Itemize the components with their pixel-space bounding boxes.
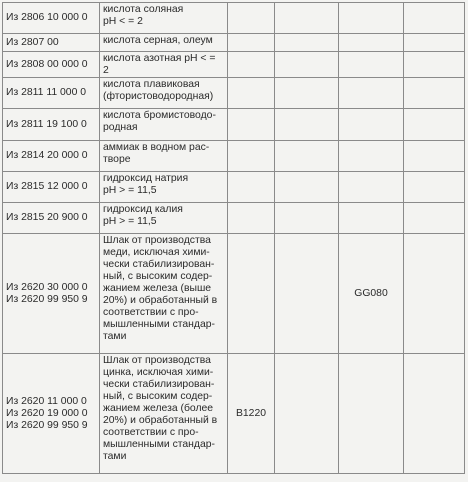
column-3-cell <box>228 234 275 354</box>
column-5-cell <box>339 354 404 474</box>
description-cell: Шлак от производства цинка, исключая хими- чески стабилизирован- ный, с высоким содер- жанием железа (более 20%) и обработанный в соответствии с про- мышленными стандар- тами <box>100 354 228 474</box>
description-cell: кислота серная, олеум <box>100 34 228 52</box>
column-5-cell <box>339 172 404 203</box>
table-row <box>3 203 465 234</box>
column-6-cell <box>404 34 465 52</box>
column-3-cell <box>228 109 275 141</box>
waste-classification-table <box>2 2 465 474</box>
description-cell: гидроксид натрия pH > = 11,5 <box>100 172 228 203</box>
description-cell: кислота соляная pH < = 2 <box>100 3 228 34</box>
table-row <box>3 354 465 474</box>
table-row <box>3 141 465 172</box>
description-cell: кислота азотная pH < = 2 <box>100 52 228 78</box>
column-5-cell <box>339 34 404 52</box>
description-cell: кислота бромистоводо- родная <box>100 109 228 141</box>
column-5-cell: GG080 <box>339 234 404 354</box>
column-6-cell <box>404 52 465 78</box>
column-4-cell <box>275 203 339 234</box>
hs-code-cell: Из 2811 11 000 0 <box>3 78 100 109</box>
description-cell: кислота плавиковая (фтористоводородная) <box>100 78 228 109</box>
column-3-cell <box>228 172 275 203</box>
description-cell: Шлак от производства меди, исключая хими- чески стабилизирован- ный, с высоким содер- жанием железа (выше 20%) и обработанный в соответствии с про- мышленными стандар- тами <box>100 234 228 354</box>
hs-code-cell: Из 2814 20 000 0 <box>3 141 100 172</box>
hs-code-cell: Из 2815 12 000 0 <box>3 172 100 203</box>
description-cell: гидроксид калия pH > = 11,5 <box>100 203 228 234</box>
table-row <box>3 172 465 203</box>
column-6-cell <box>404 109 465 141</box>
hs-code-cell: Из 2620 11 000 0 Из 2620 19 000 0 Из 2620 99 950 9 <box>3 354 100 474</box>
column-4-cell <box>275 3 339 34</box>
column-6-cell <box>404 3 465 34</box>
column-4-cell <box>275 52 339 78</box>
column-6-cell <box>404 172 465 203</box>
hs-code-cell: Из 2815 20 900 0 <box>3 203 100 234</box>
column-4-cell <box>275 354 339 474</box>
column-4-cell <box>275 141 339 172</box>
column-6-cell <box>404 234 465 354</box>
description-cell: аммиак в водном рас- творе <box>100 141 228 172</box>
table-row <box>3 34 465 52</box>
column-5-cell <box>339 52 404 78</box>
column-6-cell <box>404 203 465 234</box>
column-5-cell <box>339 3 404 34</box>
column-3-cell <box>228 203 275 234</box>
column-3-cell <box>228 78 275 109</box>
column-4-cell <box>275 172 339 203</box>
column-5-cell <box>339 141 404 172</box>
hs-code-cell: Из 2811 19 100 0 <box>3 109 100 141</box>
column-6-cell <box>404 354 465 474</box>
column-4-cell <box>275 109 339 141</box>
column-6-cell <box>404 78 465 109</box>
column-3-cell <box>228 52 275 78</box>
column-4-cell <box>275 78 339 109</box>
hs-code-cell: Из 2807 00 <box>3 34 100 52</box>
hs-code-cell: Из 2808 00 000 0 <box>3 52 100 78</box>
hs-code-cell: Из 2620 30 000 0 Из 2620 99 950 9 <box>3 234 100 354</box>
table-row <box>3 78 465 109</box>
table-row <box>3 3 465 34</box>
column-3-cell <box>228 3 275 34</box>
column-5-cell <box>339 203 404 234</box>
column-5-cell <box>339 78 404 109</box>
column-3-cell <box>228 141 275 172</box>
column-3-cell: B1220 <box>228 354 275 474</box>
column-6-cell <box>404 141 465 172</box>
column-5-cell <box>339 109 404 141</box>
table-row <box>3 109 465 141</box>
table-row <box>3 52 465 78</box>
column-4-cell <box>275 34 339 52</box>
table-row <box>3 234 465 354</box>
hs-code-cell: Из 2806 10 000 0 <box>3 3 100 34</box>
column-4-cell <box>275 234 339 354</box>
column-3-cell <box>228 34 275 52</box>
